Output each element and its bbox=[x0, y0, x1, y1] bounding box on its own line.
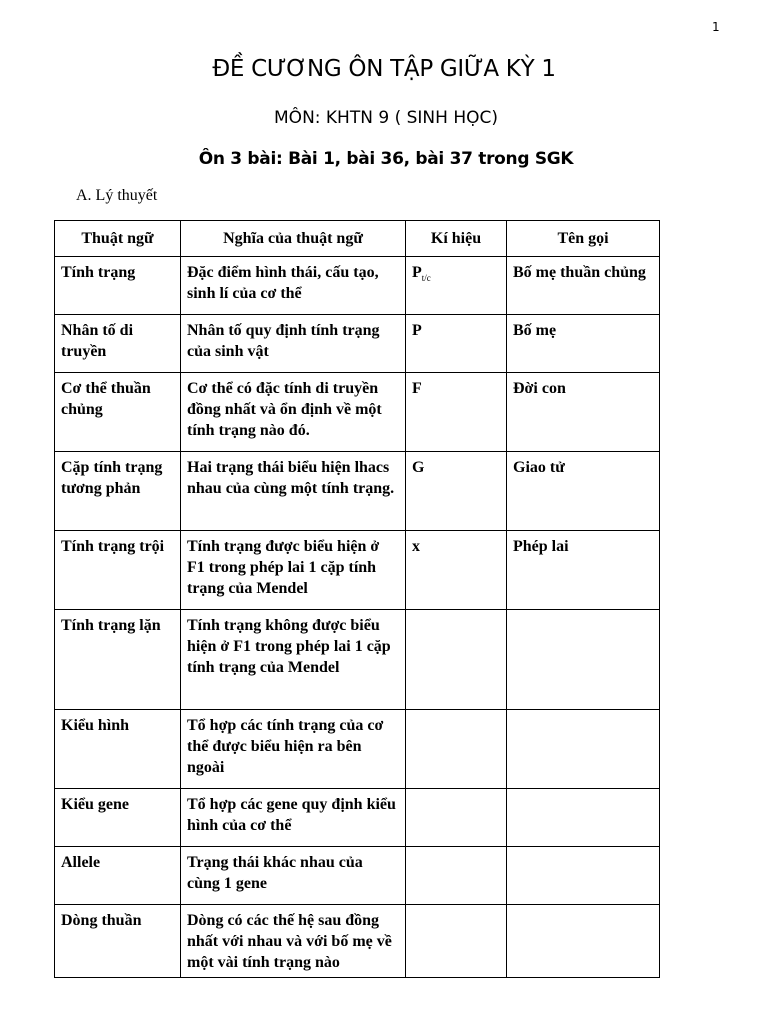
name-cell: Giao tử bbox=[507, 452, 660, 531]
meaning-cell: Tổ hợp các tính trạng của cơ thể được biểu hiện ra bên ngoài bbox=[181, 710, 406, 789]
section-heading-theory: A. Lý thuyết bbox=[76, 187, 158, 204]
name-cell: Phép lai bbox=[507, 531, 660, 610]
meaning-cell: Dòng có các thế hệ sau đồng nhất với nhau và với bố mẹ về một vài tính trạng nào bbox=[181, 905, 406, 978]
symbol-cell bbox=[406, 710, 507, 789]
table-row bbox=[55, 315, 660, 373]
table-row bbox=[55, 710, 660, 789]
document-title: ĐỀ CƯƠNG ÔN TẬP GIỮA KỲ 1 bbox=[212, 56, 556, 82]
table-row bbox=[55, 789, 660, 847]
term-cell: Kiểu gene bbox=[55, 789, 181, 847]
meaning-cell: Trạng thái khác nhau của cùng 1 gene bbox=[181, 847, 406, 905]
page-number: 1 bbox=[712, 20, 720, 34]
symbol-cell bbox=[406, 789, 507, 847]
symbol-cell bbox=[406, 315, 507, 373]
name-cell: Bố mẹ thuần chủng bbox=[507, 257, 660, 315]
table-row bbox=[55, 373, 660, 452]
name-cell: Bố mẹ bbox=[507, 315, 660, 373]
term-cell: Kiểu hình bbox=[55, 710, 181, 789]
symbol-subscript: t/c bbox=[421, 273, 431, 284]
subject-line: MÔN: KHTN 9 ( SINH HỌC) bbox=[274, 108, 498, 128]
symbol-text: F bbox=[412, 380, 422, 397]
name-cell bbox=[507, 610, 660, 710]
symbol-cell bbox=[406, 452, 507, 531]
header-meaning: Nghĩa của thuật ngữ bbox=[181, 221, 406, 257]
table-row bbox=[55, 257, 660, 315]
symbol-cell bbox=[406, 847, 507, 905]
table-row bbox=[55, 905, 660, 978]
header-term: Thuật ngữ bbox=[55, 221, 181, 257]
term-cell: Dòng thuần bbox=[55, 905, 181, 978]
table-row bbox=[55, 531, 660, 610]
table-row bbox=[55, 452, 660, 531]
term-cell: Tính trạng trội bbox=[55, 531, 181, 610]
term-cell: Tính trạng bbox=[55, 257, 181, 315]
name-cell bbox=[507, 789, 660, 847]
symbol-text: P bbox=[412, 264, 422, 281]
review-scope: Ôn 3 bài: Bài 1, bài 36, bài 37 trong SGK bbox=[198, 149, 574, 169]
symbol-text: P bbox=[412, 322, 422, 339]
table-header-row bbox=[55, 221, 660, 257]
term-cell: Tính trạng lặn bbox=[55, 610, 181, 710]
meaning-cell: Cơ thể có đặc tính di truyền đồng nhất và ổn định về một tính trạng nào đó. bbox=[181, 373, 406, 452]
symbol-cell bbox=[406, 905, 507, 978]
meaning-cell: Đặc điểm hình thái, cấu tạo, sinh lí của cơ thể bbox=[181, 257, 406, 315]
name-cell bbox=[507, 905, 660, 978]
table-row bbox=[55, 847, 660, 905]
symbol-text: G bbox=[412, 459, 425, 476]
meaning-cell: Tính trạng được biểu hiện ở F1 trong phép lai 1 cặp tính trạng của Mendel bbox=[181, 531, 406, 610]
header-symbol: Kí hiệu bbox=[406, 221, 507, 257]
name-cell bbox=[507, 710, 660, 789]
symbol-text: x bbox=[412, 538, 420, 555]
symbol-cell bbox=[406, 610, 507, 710]
term-cell: Cơ thể thuần chủng bbox=[55, 373, 181, 452]
name-cell: Đời con bbox=[507, 373, 660, 452]
header-name: Tên gọi bbox=[507, 221, 660, 257]
symbol-cell bbox=[406, 257, 507, 315]
name-cell bbox=[507, 847, 660, 905]
meaning-cell: Tổ hợp các gene quy định kiểu hình của cơ thể bbox=[181, 789, 406, 847]
meaning-cell: Tính trạng không được biểu hiện ở F1 trong phép lai 1 cặp tính trạng của Mendel bbox=[181, 610, 406, 710]
meaning-cell: Nhân tố quy định tính trạng của sinh vật bbox=[181, 315, 406, 373]
table-row bbox=[55, 610, 660, 710]
term-cell: Nhân tố di truyền bbox=[55, 315, 181, 373]
term-cell: Cặp tính trạng tương phản bbox=[55, 452, 181, 531]
symbol-cell bbox=[406, 531, 507, 610]
table-body bbox=[55, 257, 660, 978]
term-cell: Allele bbox=[55, 847, 181, 905]
symbol-cell bbox=[406, 373, 507, 452]
terminology-table bbox=[54, 220, 660, 978]
meaning-cell: Hai trạng thái biểu hiện lhacs nhau của cùng một tính trạng. bbox=[181, 452, 406, 531]
